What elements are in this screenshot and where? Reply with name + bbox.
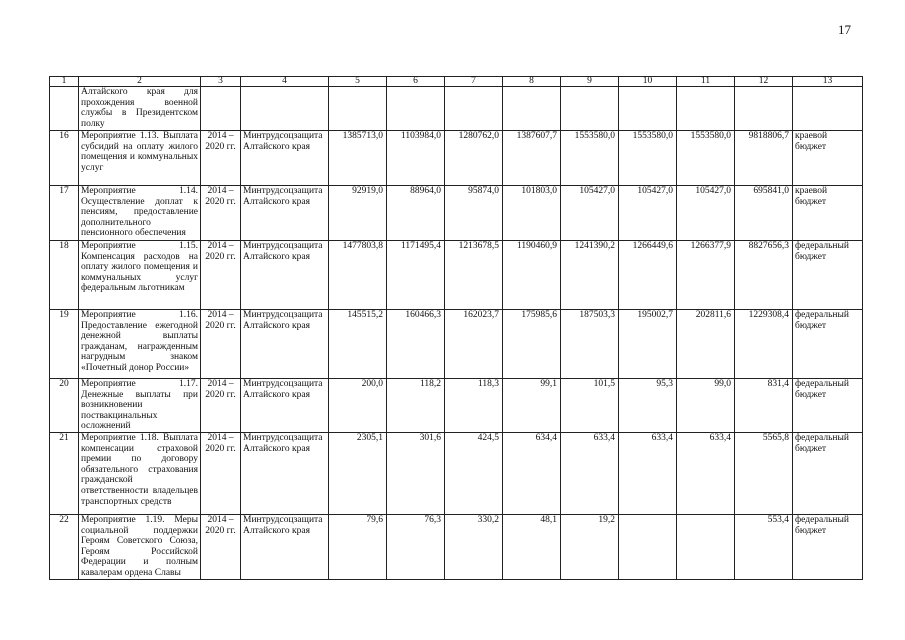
amount-cell: 1190460,9	[503, 241, 561, 310]
amount-cell: 105427,0	[561, 186, 619, 241]
executor-cell: Минтрудсоцзащита Алтайского края	[241, 310, 329, 379]
page-number: 17	[838, 22, 851, 37]
row-number: 17	[50, 186, 79, 241]
amount-cell: 1553580,0	[677, 131, 735, 186]
header-row	[50, 77, 863, 87]
amount-cell: 1280762,0	[445, 131, 503, 186]
measure-name: Алтайского края для прохождения военной службы в Президентском полку	[79, 87, 201, 131]
amount-cell: 48,1	[503, 514, 561, 579]
amount-cell: 9818806,7	[735, 131, 793, 186]
executor-cell: Минтрудсоцзащита Алтайского края	[241, 186, 329, 241]
amount-cell: 5565,8	[735, 432, 793, 514]
amount-cell: 1241390,2	[561, 241, 619, 310]
amount-cell: 1553580,0	[619, 131, 677, 186]
funding-source: федеральный бюджет	[793, 379, 863, 433]
column-number: 2	[79, 77, 201, 87]
amount-cell: 831,4	[735, 379, 793, 433]
funding-source: краевой бюджет	[793, 186, 863, 241]
amount-cell: 1387607,7	[503, 131, 561, 186]
amount-cell: 1171495,4	[387, 241, 445, 310]
column-number: 7	[445, 77, 503, 87]
amount-cell: 118,3	[445, 379, 503, 433]
amount-cell: 160466,3	[387, 310, 445, 379]
row-number: 22	[50, 514, 79, 579]
amount-cell: 99,1	[503, 379, 561, 433]
row-number: 18	[50, 241, 79, 310]
amount-cell	[561, 87, 619, 131]
amount-cell: 633,4	[677, 432, 735, 514]
column-number: 10	[619, 77, 677, 87]
term-cell	[201, 87, 241, 131]
column-number: 12	[735, 77, 793, 87]
amount-cell	[619, 87, 677, 131]
row-number: 16	[50, 131, 79, 186]
amount-cell: 99,0	[677, 379, 735, 433]
amount-cell: 101,5	[561, 379, 619, 433]
amount-cell	[503, 87, 561, 131]
amount-cell: 301,6	[387, 432, 445, 514]
measure-name: Мероприятие 1.16. Предоставление ежегодной денежной выплаты гражданам, награжденным нагрудным знаком «Почетный донор России»	[79, 310, 201, 379]
column-number: 11	[677, 77, 735, 87]
row-number	[50, 87, 79, 131]
executor-cell: Минтрудсоцзащита Алтайского края	[241, 241, 329, 310]
amount-cell	[329, 87, 387, 131]
table-row	[50, 379, 863, 433]
amount-cell: 2305,1	[329, 432, 387, 514]
amount-cell	[619, 514, 677, 579]
amount-cell: 95,3	[619, 379, 677, 433]
executor-cell	[241, 87, 329, 131]
funding-source: краевой бюджет	[793, 131, 863, 186]
amount-cell	[735, 87, 793, 131]
executor-cell: Минтрудсоцзащита Алтайского края	[241, 379, 329, 433]
amount-cell: 95874,0	[445, 186, 503, 241]
amount-cell	[445, 87, 503, 131]
table-row	[50, 241, 863, 310]
term-cell: 2014 – 2020 гг.	[201, 514, 241, 579]
amount-cell: 195002,7	[619, 310, 677, 379]
column-number: 3	[201, 77, 241, 87]
term-cell: 2014 – 2020 гг.	[201, 186, 241, 241]
amount-cell: 634,4	[503, 432, 561, 514]
table-row	[50, 432, 863, 514]
measure-name: Мероприятие 1.19. Меры социальной поддержки Героям Советского Союза, Героям Российской Федерации и полным кавалерам ордена Славы	[79, 514, 201, 579]
row-number: 21	[50, 432, 79, 514]
amount-cell: 1213678,5	[445, 241, 503, 310]
measure-name: Мероприятие 1.18. Выплата компенсации страховой премии по договору обязательного страхования гражданской ответственности владельцев транспортных средств	[79, 432, 201, 514]
amount-cell: 88964,0	[387, 186, 445, 241]
table-row	[50, 87, 863, 131]
budget-table	[49, 76, 863, 580]
measure-name: Мероприятие 1.15. Компенсация расходов на оплату жилого помещения и коммунальных услуг федеральным льготникам	[79, 241, 201, 310]
column-number: 1	[50, 77, 79, 87]
measure-name: Мероприятие 1.17. Денежные выплаты при возникновении поствакцинальных осложнений	[79, 379, 201, 433]
table-row	[50, 514, 863, 579]
amount-cell: 633,4	[561, 432, 619, 514]
term-cell: 2014 – 2020 гг.	[201, 310, 241, 379]
column-number: 6	[387, 77, 445, 87]
term-cell: 2014 – 2020 гг.	[201, 131, 241, 186]
executor-cell: Минтрудсоцзащита Алтайского края	[241, 514, 329, 579]
measure-name: Мероприятие 1.14. Осуществление доплат к пенсиям, предоставление дополнительного пенсионного обеспечения	[79, 186, 201, 241]
column-number: 9	[561, 77, 619, 87]
term-cell: 2014 – 2020 гг.	[201, 379, 241, 433]
amount-cell: 118,2	[387, 379, 445, 433]
column-number: 8	[503, 77, 561, 87]
funding-source: федеральный бюджет	[793, 514, 863, 579]
amount-cell: 8827656,3	[735, 241, 793, 310]
column-number: 13	[793, 77, 863, 87]
amount-cell: 175985,6	[503, 310, 561, 379]
amount-cell: 424,5	[445, 432, 503, 514]
term-cell: 2014 – 2020 гг.	[201, 241, 241, 310]
row-number: 20	[50, 379, 79, 433]
amount-cell: 202811,6	[677, 310, 735, 379]
amount-cell: 1385713,0	[329, 131, 387, 186]
funding-source: федеральный бюджет	[793, 432, 863, 514]
amount-cell: 145515,2	[329, 310, 387, 379]
table-row	[50, 131, 863, 186]
amount-cell	[677, 514, 735, 579]
amount-cell: 200,0	[329, 379, 387, 433]
amount-cell: 330,2	[445, 514, 503, 579]
table-row	[50, 310, 863, 379]
amount-cell: 1266377,9	[677, 241, 735, 310]
executor-cell: Минтрудсоцзащита Алтайского края	[241, 131, 329, 186]
funding-source: федеральный бюджет	[793, 241, 863, 310]
amount-cell: 19,2	[561, 514, 619, 579]
amount-cell: 92919,0	[329, 186, 387, 241]
row-number: 19	[50, 310, 79, 379]
funding-source: федеральный бюджет	[793, 310, 863, 379]
amount-cell: 553,4	[735, 514, 793, 579]
amount-cell: 105427,0	[619, 186, 677, 241]
column-number: 5	[329, 77, 387, 87]
amount-cell: 79,6	[329, 514, 387, 579]
amount-cell: 105427,0	[677, 186, 735, 241]
amount-cell: 1553580,0	[561, 131, 619, 186]
amount-cell: 1229308,4	[735, 310, 793, 379]
amount-cell: 1266449,6	[619, 241, 677, 310]
column-number: 4	[241, 77, 329, 87]
amount-cell: 1103984,0	[387, 131, 445, 186]
executor-cell: Минтрудсоцзащита Алтайского края	[241, 432, 329, 514]
amount-cell: 76,3	[387, 514, 445, 579]
amount-cell: 633,4	[619, 432, 677, 514]
amount-cell: 101803,0	[503, 186, 561, 241]
amount-cell	[387, 87, 445, 131]
term-cell: 2014 – 2020 гг.	[201, 432, 241, 514]
funding-source	[793, 87, 863, 131]
amount-cell: 695841,0	[735, 186, 793, 241]
measure-name: Мероприятие 1.13. Выплата субсидий на оплату жилого помещения и коммунальных услуг	[79, 131, 201, 186]
amount-cell: 162023,7	[445, 310, 503, 379]
amount-cell: 1477803,8	[329, 241, 387, 310]
amount-cell	[677, 87, 735, 131]
table-row	[50, 186, 863, 241]
amount-cell: 187503,3	[561, 310, 619, 379]
